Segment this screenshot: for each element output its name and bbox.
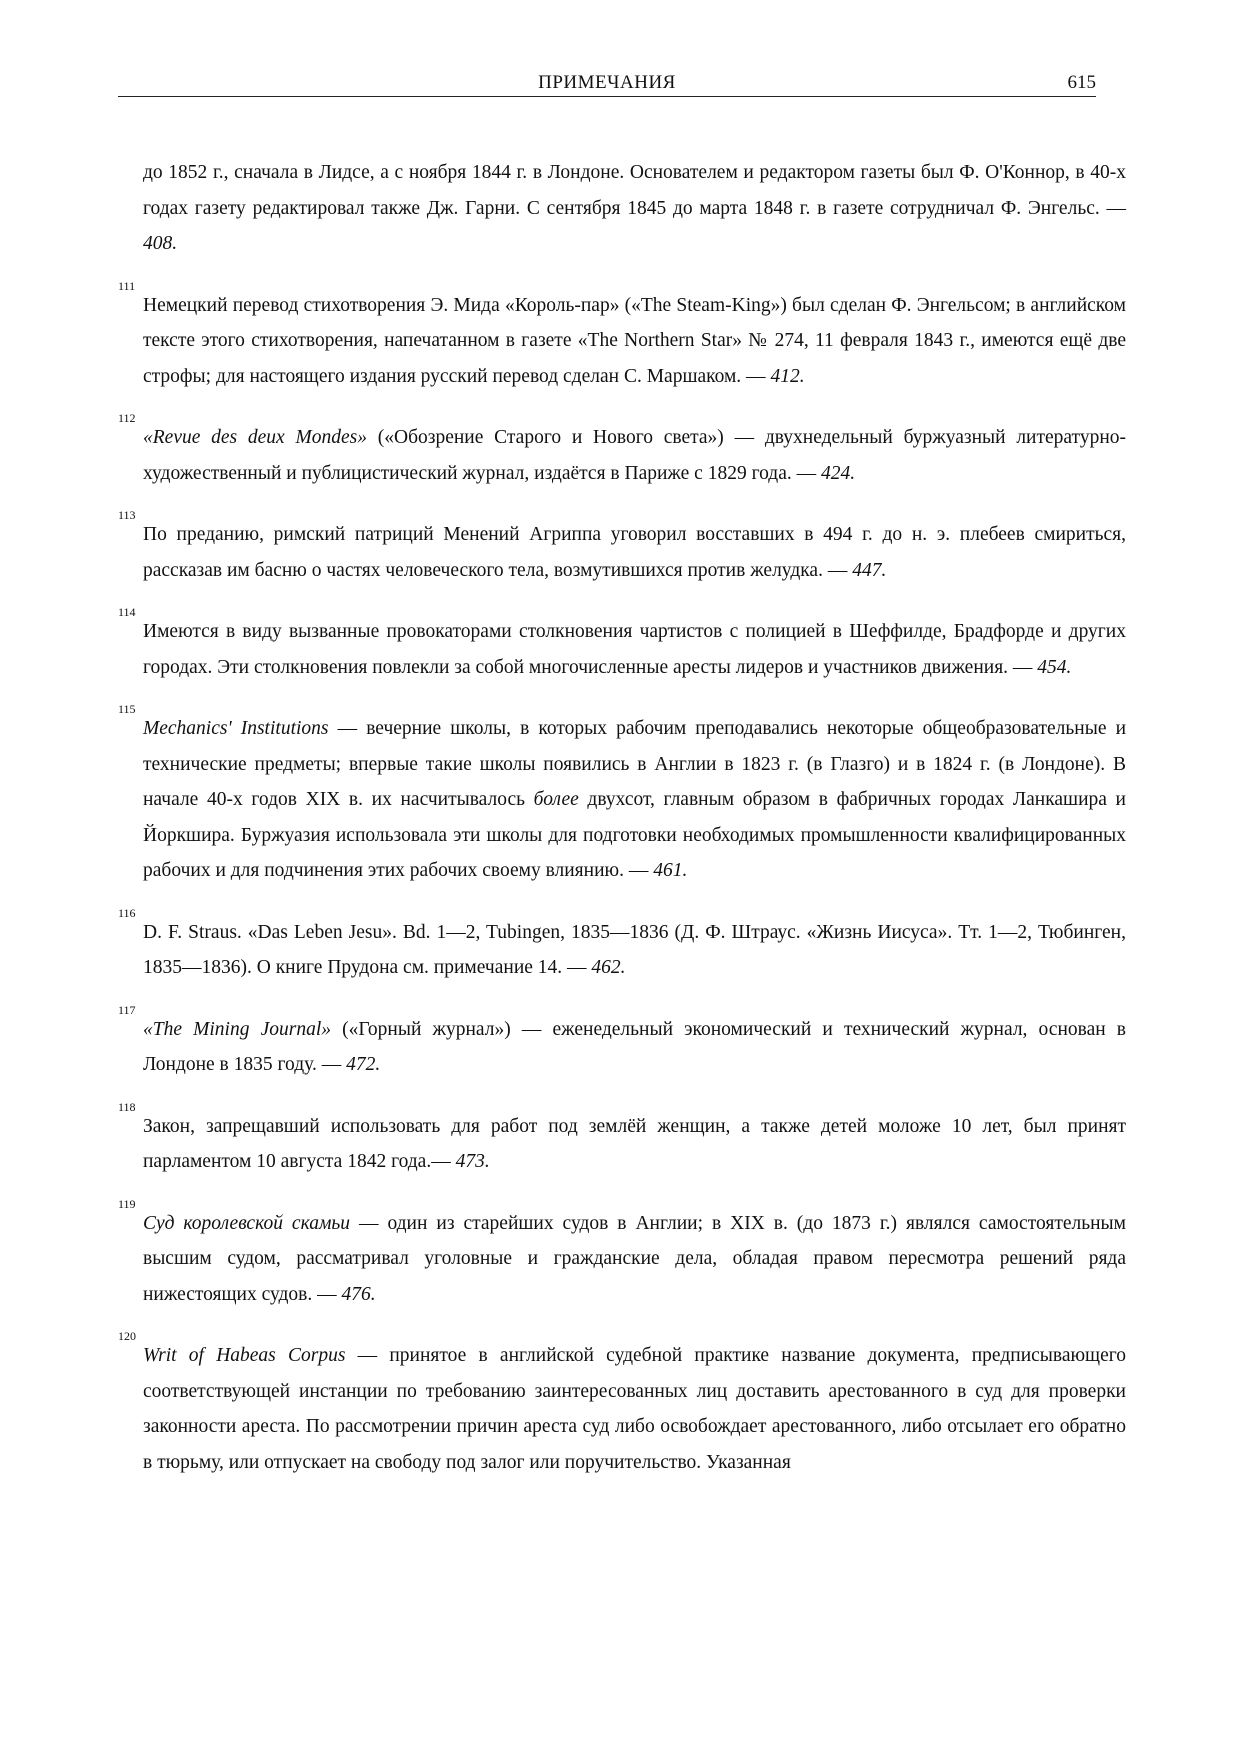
note-text-italic: более	[533, 789, 579, 810]
running-title: ПРИМЕЧАНИЯ	[538, 72, 676, 93]
note-number: 117	[118, 1002, 136, 1017]
note-text: двухсот, главным образом в фабричных городах Ланкашира и Йоркшира. Буржуазия использовала эти школы для подготовки необходимых промышленности квалифицированных рабочих и для подчинения этих рабочих своему влиянию. —	[143, 789, 1126, 881]
note	[118, 605, 1126, 685]
note-text: Немецкий перевод стихотворения Э. Мида «Король-пар» («The Steam-King») был сделан Ф. Энгельсом; в английском тексте этого стихотворения, напечатанном в газете «The Northern Star» № 274, 11 февраля 1843 г., имеются ещё две строфы; для настоящего издания русский перевод сделан С. Маршаком. —	[143, 294, 1126, 387]
note-text: до 1852 г., сначала в Лидсе, а с ноября 1844 г. в Лондоне. Основателем и редактором газеты был Ф. О'Коннор, в 40-х годах газету редактировал также Дж. Гарни. С сентября 1845 до марта 1848 г. в газете сотрудничал Ф. Энгельс. —	[143, 162, 1126, 219]
note-text-italic: «The Mining Journal»	[143, 1018, 331, 1040]
note-text-italic: 454.	[1037, 656, 1072, 678]
note-text: — принятое в английской судебной практике название документа, предписывающего соответствующей инстанции по требованию заинтересованных лиц доставить арестованного в суд для проверки законности ареста. По рассмотрении причин ареста суд либо освобождает арестованного, либо отсылает его обратно в тюрьму, или отпускает на свободу под залог или поручительство. Указанная	[143, 1345, 1126, 1473]
note-text: Имеются в виду вызванные провокаторами столкновения чартистов с полицией в Шеффилде, Брадфорде и других городах. Эти столкновения повлекли за собой многочисленные аресты лидеров и участников движения. —	[143, 621, 1126, 678]
note-text: По преданию, римский патриций Менений Агриппа уговорил восставших в 494 г. до н. э. плебеев смириться, рассказав им басню о частях человеческого тела, возмутившихся против желудка. —	[143, 524, 1126, 581]
note-text-italic: 424.	[820, 462, 856, 484]
note-number: 118	[118, 1099, 136, 1114]
note-text: — один из старейших судов в Англии; в XIX в. (до 1873 г.) являлся самостоятельным высшим судом, рассматривал уголовные и гражданские дела, обладая правом пересмотра решений ряда нижестоящих судов. —	[143, 1212, 1127, 1305]
note-number: 113	[118, 508, 136, 522]
note	[118, 508, 1126, 588]
note	[118, 1329, 1126, 1480]
note	[118, 1002, 1126, 1083]
note-number: 114	[118, 605, 136, 619]
note-text-italic: 473.	[455, 1151, 490, 1172]
running-header	[118, 72, 1096, 97]
note-text-italic: 412.	[770, 365, 805, 387]
note-number: 119	[118, 1196, 136, 1211]
note-text-italic: 462.	[591, 957, 626, 978]
note-text-italic: 461.	[653, 860, 688, 881]
note-text: («Обозрение Старого и Нового света») — двухнедельный буржуазный литературно-художественный и публицистический журнал, издаётся в Париже с 1829 года. —	[143, 427, 1127, 484]
note	[118, 411, 1127, 491]
note	[118, 905, 1126, 986]
note-number: 115	[118, 702, 136, 716]
note-text: («Горный журнал») — еженедельный экономический и технический журнал, основан в Лондоне в 1835 году. —	[143, 1018, 1126, 1075]
note-text-italic: Writ of Habeas Corpus	[143, 1345, 346, 1366]
note-number: 120	[118, 1329, 136, 1343]
note	[118, 278, 1126, 395]
note-text-italic: 476.	[341, 1283, 376, 1305]
note-text-italic: «Revue des deux Mondes»	[143, 427, 367, 448]
note-text-italic: Суд королевской скамьи	[143, 1212, 351, 1234]
notes-list	[118, 155, 1127, 1480]
note	[118, 1196, 1127, 1313]
note-text: Закон, запрещавший использовать для работ под землёй женщин, а также детей моложе 10 лет, был принят парламентом 10 августа 1842 года.—	[143, 1115, 1126, 1172]
note-text-italic: 408.	[143, 233, 178, 254]
note	[143, 155, 1126, 262]
note-number: 111	[118, 278, 136, 293]
note-number: 112	[118, 411, 136, 425]
page-number: 615	[1067, 72, 1096, 93]
note-number: 116	[118, 905, 136, 920]
note	[118, 1099, 1126, 1180]
note-text-italic: 472.	[346, 1054, 381, 1075]
note-text: D. F. Straus. «Das Leben Jesu». Bd. 1—2, Tubingen, 1835—1836 (Д. Ф. Штраус. «Жизнь Иисуса». Тт. 1—2, Тюбинген, 1835—1836). О книге Прудона см. примечание 14. —	[143, 921, 1126, 978]
note-text-italic: 447.	[852, 559, 887, 581]
note-text: — вечерние школы, в которых рабочим преподавались некоторые общеобразовательные и технические предметы; впервые такие школы появились в Англии в 1823 г. (в Глазго) и в 1824 г. (в Лондоне). В начале 40-х годов XIX в. их насчитывалось	[143, 718, 1126, 810]
note-text-italic: Mechanics' Institutions	[143, 718, 329, 739]
note	[118, 702, 1126, 889]
